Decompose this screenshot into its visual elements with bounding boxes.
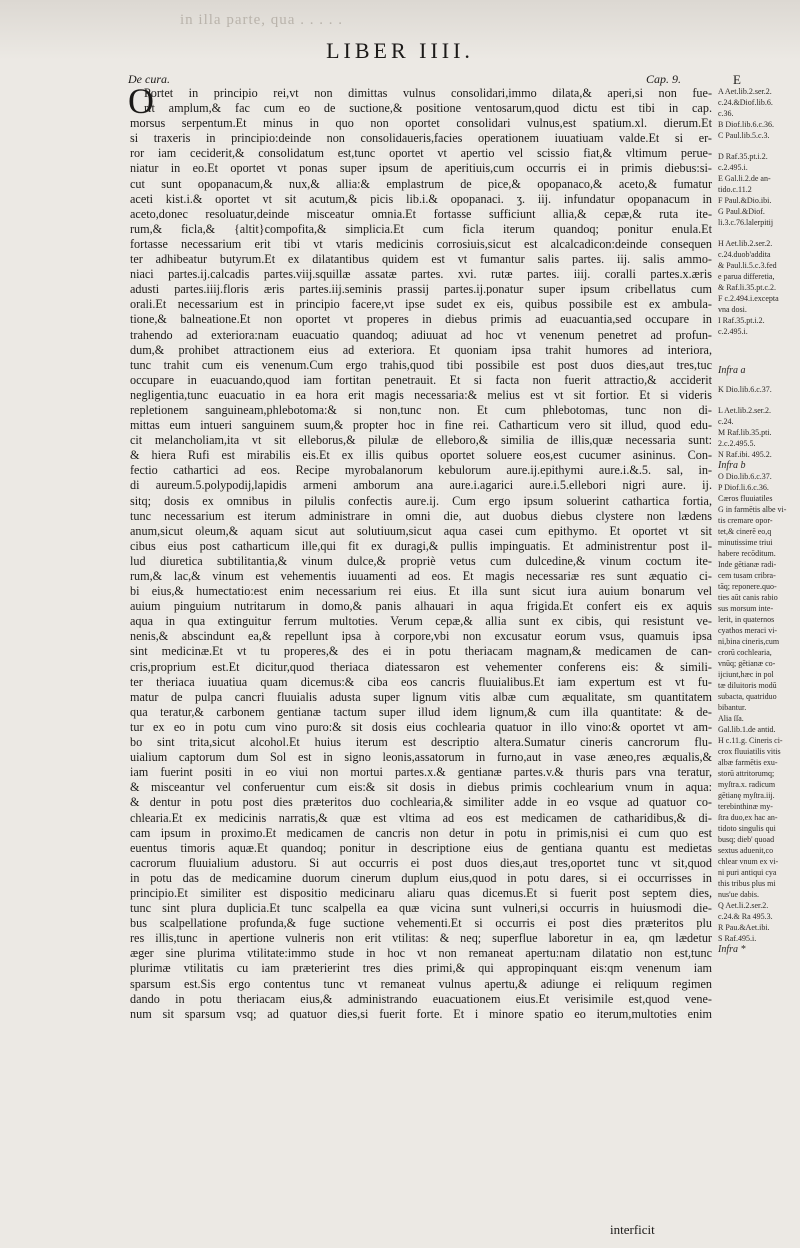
margin-note: E Gal.li.2.de an- — [718, 174, 771, 183]
margin-note: C Paul.lib.5.c.3. — [718, 131, 770, 140]
margin-gap — [718, 337, 792, 365]
text-line: rum,& ficla,& {altit}compofita,& simplicia.Et cum ficla iterum quandoq; ponitur enula.Et — [130, 221, 712, 236]
bleed-through-text: in illa parte, qua . . . . . — [180, 12, 343, 28]
margin-note: S Raf.495.i. — [718, 934, 757, 943]
margin-note: c.24.&Diof.lib.6. — [718, 98, 773, 107]
text-line: aceti kist.i.& oportet vt sit acutum,& picis lib.i.& opopanaci. ʒ. iij. infundatur opopanacum in — [130, 191, 712, 206]
margin-note: c.24.duob'addita — [718, 250, 771, 259]
margin-note: cyathos meraci vi- — [718, 626, 778, 635]
margin-note: li.3.c.76.lalerpitij — [718, 218, 774, 227]
text-line: & dentur in potu post dies præteritos duo cochlearia,& similiter adde in eo vsque ad quatuor co- — [130, 795, 712, 810]
margin-note: c.24. — [718, 417, 734, 426]
margin-note: I Raf.35.pt.i.2. — [718, 316, 765, 325]
margin-note: minutissime triui — [718, 538, 773, 547]
text-line: qua teratur,& carbonem gentianæ tactum super illud idem lignum,& cum illa quantitate: & de- — [130, 704, 712, 719]
margin-note: tido.c.11.2 — [718, 185, 752, 194]
text-line: si traxeris in principio:deinde non consolidaueris,facies operationem iuuatiuam valde.Et si er- — [130, 131, 712, 146]
margin-note: busq; dieb' quoad — [718, 835, 775, 844]
margin-note: bibantur. — [718, 703, 747, 712]
text-line: tunc sint plura duplicia.Et tunc scalpella ea quæ vicina sunt vulneri,si occurris in huiusmodi die- — [130, 901, 712, 916]
margin-note: gētianę myſtra.iij. — [718, 791, 775, 800]
chapter-label: Cap. 9. — [646, 72, 682, 86]
text-line: tunc necessarium est iterum administrare in omni die, aut duobus diebus clystere non lædens — [130, 508, 712, 523]
margin-note: Q Aet.li.2.ser.2. — [718, 901, 769, 910]
margin-note: terebinthinæ my- — [718, 802, 773, 811]
text-line: tunc trahit cum eis venenum.Cum ergo trahis,quod tibi possibile est post duos dies,aut tres,tuc — [130, 357, 712, 372]
margin-note: & Paul.li.5.c.3.fed — [718, 261, 777, 270]
text-line: negligentia,tunc euacuatio in ea hora erit magis necessaria:& melius est vt sit fortior. Et si videris — [130, 387, 712, 402]
margin-note: subacta, quatriduo — [718, 692, 777, 701]
margin-note: ſtra duo,ex hac an- — [718, 813, 778, 822]
margin-infra: Infra a — [718, 365, 746, 376]
text-line: res illis,tunc in apertione vulneris non erit vtilitas: & neq; superflue laboretur in ea, qm lædetur — [130, 931, 712, 946]
margin-note: L Aet.lib.2.ser.2. — [718, 406, 772, 415]
text-line: sint medicinæ.Et vt tu properes,& des ei in potu theriacam magnam,& medicamen de can- — [130, 644, 712, 659]
margin-note: this tribus plus mi — [718, 879, 776, 888]
margin-note: c.24.& Ra 495.3. — [718, 912, 773, 921]
margin-note: sus morsum inte- — [718, 604, 774, 613]
margin-note: Inde gētianæ radi- — [718, 560, 777, 569]
margin-notes — [718, 86, 792, 955]
margin-note: tet,& cinerē eo,q — [718, 527, 772, 536]
margin-note: O Dio.lib.6.c.37. — [718, 472, 772, 481]
text-line: niaci partes.ij.calcadis partes.viij.squillæ assatæ partes. xvi. rutæ partes. iiij. coralli partes.x.æris — [130, 267, 712, 282]
margin-infra: Infra b — [718, 460, 746, 471]
section-title: De cura. — [128, 72, 170, 86]
text-line: bus scalpellatione profunda,& fuge suctione vehementi.Et si occurris ei post dies præteritos plu — [130, 916, 712, 931]
text-line: cut sunt opopanacum,& nux,& allia:& emplastrum de pice,& opopanaco,& aceto,& fumatur — [130, 176, 712, 191]
margin-note: c.2.495.i. — [718, 327, 748, 336]
margin-note: B Diof.lib.6.c.36. — [718, 120, 774, 129]
margin-note: D Raf.35.pt.i.2. — [718, 152, 768, 161]
text-line: occupare in euacuando,quod iam fortitan penetrauit. Et si facta non fuerit attractio,& acciderit — [130, 372, 712, 387]
text-line: cris,proprium est.Et dicitur,quod theriaca diatessaron est vehementer conferens eis: & simili- — [130, 659, 712, 674]
text-line: aqua in qua extinguitur ferrum multoties. Verum cepæ,& allia sunt ex cibis, qui resistunt ve- — [130, 614, 712, 629]
text-line: uialium captorum dum Sol est in signo leonis,assatorum in furno,aut in vase æneo,res æqualis,& — [130, 750, 712, 765]
text-line: nenis,& abscindunt ea,& repellunt ipsa à corpore,vbi non excusatur eorum vsus, quamuis ipsa — [130, 629, 712, 644]
margin-note: H Aet.lib.2.ser.2. — [718, 239, 773, 248]
text-line: cacrorum fluuialium adustoru. Si aut occurris ei post duos dies,aut tres,oportet tunc vt sit,quod — [130, 855, 712, 870]
text-line: chlearia.Et ex medicinis narratis,& quæ est vltima ad eos est medicamen de catharidibus,& di- — [130, 810, 712, 825]
margin-note: tæ diluitoris modū — [718, 681, 777, 690]
margin-note: H c.11.g. Cineris ci- — [718, 736, 783, 745]
text-line: trahendo ad exteriora:nam euacuatio quandoq; adiuuat ad hoc vt venenum penetret ad profun- — [130, 327, 712, 342]
margin-note: P Diof.li.6.c.36. — [718, 483, 769, 492]
margin-note: tāq; reponere.quo- — [718, 582, 777, 591]
margin-note: c.36. — [718, 109, 734, 118]
margin-note: F Paul.&Dio.ibi. — [718, 196, 772, 205]
text-line: lud diuretica subtilitantia,& vinum dulce,& propriè vetus cum dulcedine,& vinum coctum ite- — [130, 553, 712, 568]
margin-note: G Paul.&Diof. — [718, 207, 765, 216]
margin-gap — [718, 228, 792, 238]
margin-note: lerit, in quaternos — [718, 615, 775, 624]
margin-note: ni,bina cineris,cum — [718, 637, 780, 646]
text-line: Portet in principio rei,vt non dimittas vulnus consolidari,immo dilata,& aperi,si non fue- — [144, 86, 712, 100]
text-line: & hiera Rufi est mirabilis eis.Et ex illis quibus oportet soluere eos,est cucumer asininus. Con- — [130, 448, 712, 463]
text-line: anum,sicut oleum,& aquam sicut aut solutiuum,sicut aqua casei cum epithymo. Et oportet vt sit — [130, 523, 712, 538]
text-line: orali.Et necessarium est in principio facere,vt ipse sudet ex eis, quibus possibile est ex ambula- — [130, 297, 712, 312]
margin-note: nus'ue dabis. — [718, 890, 759, 899]
text-line: cibus eius post catharticum ille,qui fit ex duragi,& pullis impinguatis. Et administrentur post il- — [130, 538, 712, 553]
margin-gap — [718, 395, 792, 405]
text-line: morsus serpentum.Et minus in quo non oportet consolidari vulnus,est spatium.xl. dierum.Et — [130, 116, 712, 131]
margin-note: A Aet.lib.2.ser.2. — [718, 87, 772, 96]
margin-note: F c.2.494.i.excepta — [718, 294, 779, 303]
text-line: fectio cathartici ad eos. Recipe myrobalanorum kebulorum aure.ij.epithymi aure.i.&.5. sal, in- — [130, 463, 712, 478]
margin-note: ni puri antiqui cya — [718, 868, 777, 877]
margin-note: c.2.495.i. — [718, 163, 748, 172]
text-line: cit melancholiam,ita vt sit elleborus,& pilulæ de elleboro,& similia de illis,quæ necessaria sunt: — [130, 433, 712, 448]
main-text — [128, 81, 712, 1022]
catchword: interficit — [610, 1222, 655, 1237]
margin-note: crorū cochlearia, — [718, 648, 772, 657]
margin-note: albæ farmētis exu- — [718, 758, 778, 767]
margin-note: tidoto singulis qui — [718, 824, 776, 833]
text-line: principio.Et similiter est dispositio medicinaru aliaru quas dicemus.Et si fuerit post septem dies, — [130, 885, 712, 900]
text-line: ter adhibeatur butyrum.Et ex dilatantibus quidem est vt fumantur salis partes. iij. salis ammo- — [130, 252, 712, 267]
margin-note: crox fluuiatilis vitis — [718, 747, 781, 756]
margin-note: M Raf.lib.35.pti. — [718, 428, 772, 437]
margin-note: Cæros fluuiatiles — [718, 494, 773, 503]
text-line: plurimæ vtilitatis cu iam præterierint tres dies primi,& qui appropinquant eis:qm venenum iam — [130, 961, 712, 976]
margin-note: K Dio.lib.6.c.37. — [718, 385, 772, 394]
margin-note: Gal.lib.1.de antid. — [718, 725, 776, 734]
text-line: rit amplum,& fac cum eo de suctione,& positione ventosarum,quod dictu est tibi in cap. — [144, 101, 712, 116]
text-line: sitq; dosis ex omnibus in pilulis confectis aure.ij. Cum ergo ipsum soluerint cathartica fortia, — [130, 493, 712, 508]
margin-note: ijciunt,hæc in pol — [718, 670, 774, 679]
margin-note: & Raf.li.35.pt.c.2. — [718, 283, 776, 292]
margin-gap — [718, 141, 792, 151]
text-line: cam ipsum in proximo.Et medicamen de cancris non detur in potu in primis,nisi ei cum quo est — [130, 825, 712, 840]
margin-note: chlear vnum ex vi- — [718, 857, 779, 866]
chapter-letter: E — [733, 72, 741, 87]
text-line: tione,& balneatione.Et non oportet vt properes in diebus primis ad euacuantia,sed occupare in — [130, 312, 712, 327]
margin-infra: Infra * — [718, 944, 746, 955]
margin-note: N Raf.ibi. 495.2. — [718, 450, 772, 459]
text-line: bo sint trita,sicut alcohol.Et huius iterum est descriptio altera.Sumatur cineris cancrorum flu- — [130, 735, 712, 750]
text-line: auium pinguium nutritarum in domo,& panis alhauari in aqua frigida.Et confert eis ex aquis — [130, 599, 712, 614]
text-line: mittas eum intueri sanguinem suum,& propter hoc in fine rei. Catharticum vero sit illud, quod edu- — [130, 418, 712, 433]
text-line: num sit sparsum vsq; ad quatuor dies,si fuerit forte. Et i minore spatio eo iterum,multoties enim — [130, 1006, 712, 1021]
text-line: repletionem sanguineam,phlebotoma:& si non,tunc non. Et cum phlebotomas, tunc non di- — [130, 402, 712, 417]
text-line: æger sine plurima vtilitate:immo stude in hoc vt non remaneat apertu:nam dilatatio non est,tunc — [130, 946, 712, 961]
margin-note: R Pau.&Aet.ibi. — [718, 923, 770, 932]
text-line: rum,& lac,& vinum est vehementis iuuamenti ad eos. Et magis necessariæ res sunt æquatio ci- — [130, 569, 712, 583]
text-line: fortasse necessarium erit tibi vt vtaris medicinis corrosiuis,sicut est alcalcadicon:deinde consequen — [130, 236, 712, 251]
margin-note: myſtra.x. radicum — [718, 780, 776, 789]
margin-note: vnūq; gētianæ co- — [718, 659, 776, 668]
margin-note: vna dosi. — [718, 305, 747, 314]
text-line: ror iam ceciderit,& consolidatum est,tunc oportet vt apertio vel scissio fiat,& vltimum perue- — [130, 146, 712, 161]
text-line: dando in potu theriacam eius,& administrando euacuationem eius.Et verisimile est,quod vene- — [130, 991, 712, 1006]
text-line: in potu das de medicamine duorum cinerum duplum eius,quod in potu dares, si ei occurrisses in — [130, 870, 712, 885]
margin-note: 2.c.2.495.5. — [718, 439, 756, 448]
margin-note: G in farmētis albe vi- — [718, 505, 787, 514]
margin-note: e parua differetia, — [718, 272, 775, 281]
margin-note: habere recōditum. — [718, 549, 776, 558]
text-line: & misceantur vel conferuentur cum eis:& sit dosis in diebus primis cochlearium vnum in aqua: — [130, 780, 712, 795]
text-line: bi eius,& humectatio:est enim necessarium rei eius. Et illa sunt sicut iura auium bonarum vel — [130, 584, 712, 599]
text-line: euentus timoris aquæ.Et quandoq; ponitur in descriptione eius de gentiana quantu est medietas — [130, 840, 712, 855]
margin-gap — [718, 376, 792, 384]
text-line: adusti partes.iiij.floris æris partes.iij.seminis prassij partes.ij.ponatur super ipsum cribellatus cum — [130, 282, 712, 297]
text-line: niatur in eo.Et oportet vt ponas super ipsum de aperitiuis,cum occurris ei in primis diebus:si- — [130, 161, 712, 176]
running-head: LIBER IIII. — [326, 38, 474, 63]
text-line: ter theriaca iuuatiua quam dicemus:& ciba eos cancris fluuialibus.Et iam expertum est vt fu- — [130, 674, 712, 689]
text-line: dum,& prohibet attractionem eius ad exteriora. Et quoniam ipsa trahit humores ad interiora, — [130, 342, 712, 357]
text-line: di aureum.5.polypodij,lapidis armeni amborum ana aure.i.agarici aure.i.5.ellebori nigri aure. ij. — [130, 478, 712, 493]
drop-cap: O — [128, 81, 154, 121]
margin-note: cem tusam cribra- — [718, 571, 776, 580]
margin-note: Alia ſſa. — [718, 714, 744, 723]
text-line: sparsum est.Sis ergo contentus tunc vt remaneat vulnus apertu,& adiunge ei reliquum regimen — [130, 976, 712, 991]
margin-note: storū attritorumq; — [718, 769, 775, 778]
text-line: aceto,donec resoluatur,deinde misceatur omnia.Et fortasse sufficiunt allia,& cepæ,& ruta ite- — [130, 206, 712, 221]
text-line: iam fuerint positi in eo viui non mortui partes.x.& gentianæ partes.v.& thuris pars vna teratur, — [130, 765, 712, 780]
margin-note: ties aūt canis rabio — [718, 593, 778, 602]
margin-note: tis cremare opor- — [718, 516, 773, 525]
text-line: tur ex eo in potu cum vino puro:& sit dosis eius cochlearia quatuor in illo vino:& oportet vt am- — [130, 719, 712, 734]
margin-note: sextus aduenit,co — [718, 846, 774, 855]
text-line: matur de pulpa cancri fluuialis adusta super lignum vitis albæ cum æqualitate, sm quantitatem — [130, 689, 712, 704]
